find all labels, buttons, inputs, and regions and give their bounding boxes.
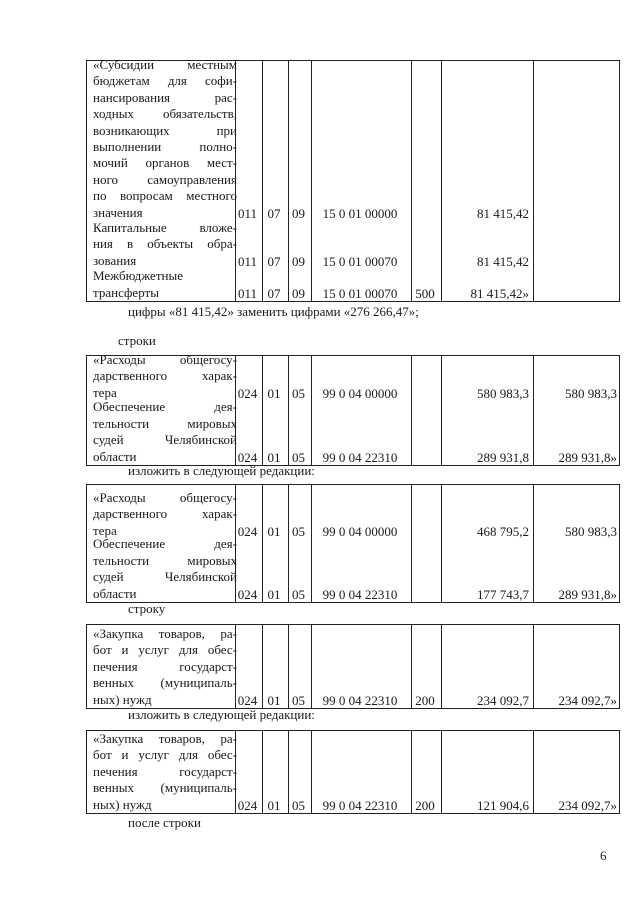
row-name-line: «Субсидии местным [93,57,237,72]
page-number: 6 [600,848,607,863]
row-name-line: по вопросам местного [93,188,237,204]
row-name-line: выполнении полно- [93,139,237,154]
amount-cell: 177 743,7 [477,586,529,602]
column-divider [288,485,289,602]
code-cell: 024 [237,449,258,465]
row-name-line: Обеспечение дея- [93,399,237,415]
article-cell: 99 0 04 22310 [322,692,398,708]
row-name-line: Межбюджетные [93,268,183,284]
row-name-line: тельности мировых [93,415,237,431]
column-divider [533,356,534,465]
row-name-line: дарственного харак- [93,368,237,384]
row-name-line: «Расходы общегосу- [93,351,237,367]
row-name-line: тера [93,522,117,538]
amount-cell: 81 415,42 [477,205,529,221]
amount-cell: 81 415,42» [470,285,529,301]
section-cell: 01 [267,586,281,602]
row-name-line: ных) нужд [93,796,152,812]
code-cell: 011 [237,205,258,221]
amount2-cell: 580 983,3 [565,523,617,539]
type-code-cell: 200 [415,692,435,708]
instruction-text: изложить в следующей редакции: [128,463,315,478]
subsection-cell: 05 [292,523,305,539]
instruction-text: изложить в следующей редакции: [128,707,315,722]
row-name-line: печения государст- [93,763,237,779]
column-divider [441,61,442,301]
row-name-line: венных (муниципаль- [93,675,237,691]
article-cell: 99 0 04 22310 [322,797,398,813]
row-name-line: зования [93,252,137,268]
section-cell: 01 [267,523,281,539]
code-cell: 024 [237,692,258,708]
column-divider [262,61,263,301]
column-divider [288,356,289,465]
column-divider [311,61,312,301]
row-name-line: нансирования рас- [93,89,237,105]
column-divider [311,625,312,708]
section-cell: 01 [267,797,281,813]
row-name-line: дарственного харак- [93,506,237,522]
column-divider [441,485,442,602]
column-divider [441,356,442,465]
section-cell: 07 [267,253,281,269]
row-name-line: венных (муниципаль- [93,780,237,796]
section-cell: 01 [267,385,281,401]
column-divider [533,61,534,301]
row-name-line: тельности мировых [93,552,237,568]
row-name-line: печения государст- [93,658,237,674]
amount-cell: 121 904,6 [477,797,529,813]
subsection-cell: 05 [292,692,305,708]
column-divider [441,731,442,813]
column-divider [533,485,534,602]
subsection-cell: 09 [292,205,305,221]
section-cell: 07 [267,285,281,301]
instruction-text: строку [128,601,166,616]
row-name-line: трансферты [93,284,159,300]
row-name-line: области [93,585,137,601]
subsection-cell: 05 [292,449,305,465]
row-name-line: ходных обязательств, [93,106,237,122]
amount-cell: 81 415,42 [477,253,529,269]
type-code-cell: 500 [415,285,435,301]
row-name-line: «Закупка товаров, ра- [93,626,237,641]
subsection-cell: 09 [292,253,305,269]
amount2-cell: 289 931,8» [558,449,617,465]
column-divider [262,625,263,708]
budget-table [86,624,620,709]
code-cell: 011 [237,285,258,301]
column-divider [533,731,534,813]
column-divider [411,731,412,813]
column-divider [262,731,263,813]
code-cell: 011 [237,253,258,269]
code-cell: 024 [237,523,258,539]
article-cell: 99 0 04 22310 [322,449,398,465]
column-divider [288,731,289,813]
code-cell: 024 [237,797,258,813]
article-cell: 99 0 04 00000 [322,523,398,539]
subsection-cell: 09 [292,285,305,301]
column-divider [533,625,534,708]
article-cell: 15 0 01 00070 [322,253,398,269]
row-name-line: Капитальные вложе- [93,219,237,235]
code-cell: 024 [237,385,258,401]
row-name-line: «Закупка товаров, ра- [93,731,237,746]
instruction-text: после строки [128,815,201,830]
amount2-cell: 234 092,7» [558,797,617,813]
column-divider [411,625,412,708]
subsection-cell: 05 [292,385,305,401]
row-name-line: области [93,448,137,464]
amount-cell: 580 983,3 [477,385,529,401]
subsection-cell: 05 [292,797,305,813]
budget-table [86,351,620,466]
article-cell: 15 0 01 00000 [322,205,398,221]
row-name-line: бот и услуг для обес- [93,747,237,763]
column-divider [311,356,312,465]
row-name-line: Обеспечение дея- [93,536,237,552]
row-name-line: тера [93,384,117,400]
column-divider [411,485,412,602]
subsection-cell: 05 [292,586,305,602]
article-cell: 99 0 04 00000 [322,385,398,401]
row-name-line: ного самоуправления [93,171,237,187]
column-divider [311,485,312,602]
article-cell: 99 0 04 22310 [322,586,398,602]
amount-cell: 289 931,8 [477,449,529,465]
column-divider [411,356,412,465]
row-name-line: ния в объекты обра- [93,236,237,252]
amount2-cell: 289 931,8» [558,586,617,602]
row-name-line: судей Челябинской [93,432,237,448]
column-divider [288,61,289,301]
amount-cell: 234 092,7 [477,692,529,708]
instruction-text: цифры «81 415,42» заменить цифрами «276 266,47»; [128,304,419,319]
budget-table [86,484,620,603]
amount2-cell: 234 092,7» [558,692,617,708]
row-name-line: «Расходы общегосу- [93,489,237,505]
column-divider [288,625,289,708]
amount2-cell: 580 983,3 [565,385,617,401]
row-name-line: возникающих при [93,122,237,138]
column-divider [311,731,312,813]
column-divider [262,485,263,602]
row-name-line: значения [93,204,143,220]
article-cell: 15 0 01 00070 [322,285,398,301]
section-cell: 01 [267,692,281,708]
row-name-line: мочий органов мест- [93,155,237,171]
row-name-line: бюджетам для софи- [93,73,237,89]
row-name-line: судей Челябинской [93,569,237,585]
code-cell: 024 [237,586,258,602]
column-divider [411,61,412,301]
amount-cell: 468 795,2 [477,523,529,539]
type-code-cell: 200 [415,797,435,813]
section-cell: 01 [267,449,281,465]
section-cell: 07 [267,205,281,221]
budget-table [86,730,620,814]
row-name-line: бот и услуг для обес- [93,642,237,658]
column-divider [441,625,442,708]
column-divider [262,356,263,465]
row-name-line: ных) нужд [93,691,152,707]
budget-table [86,57,620,302]
instruction-text: строки [118,333,156,348]
